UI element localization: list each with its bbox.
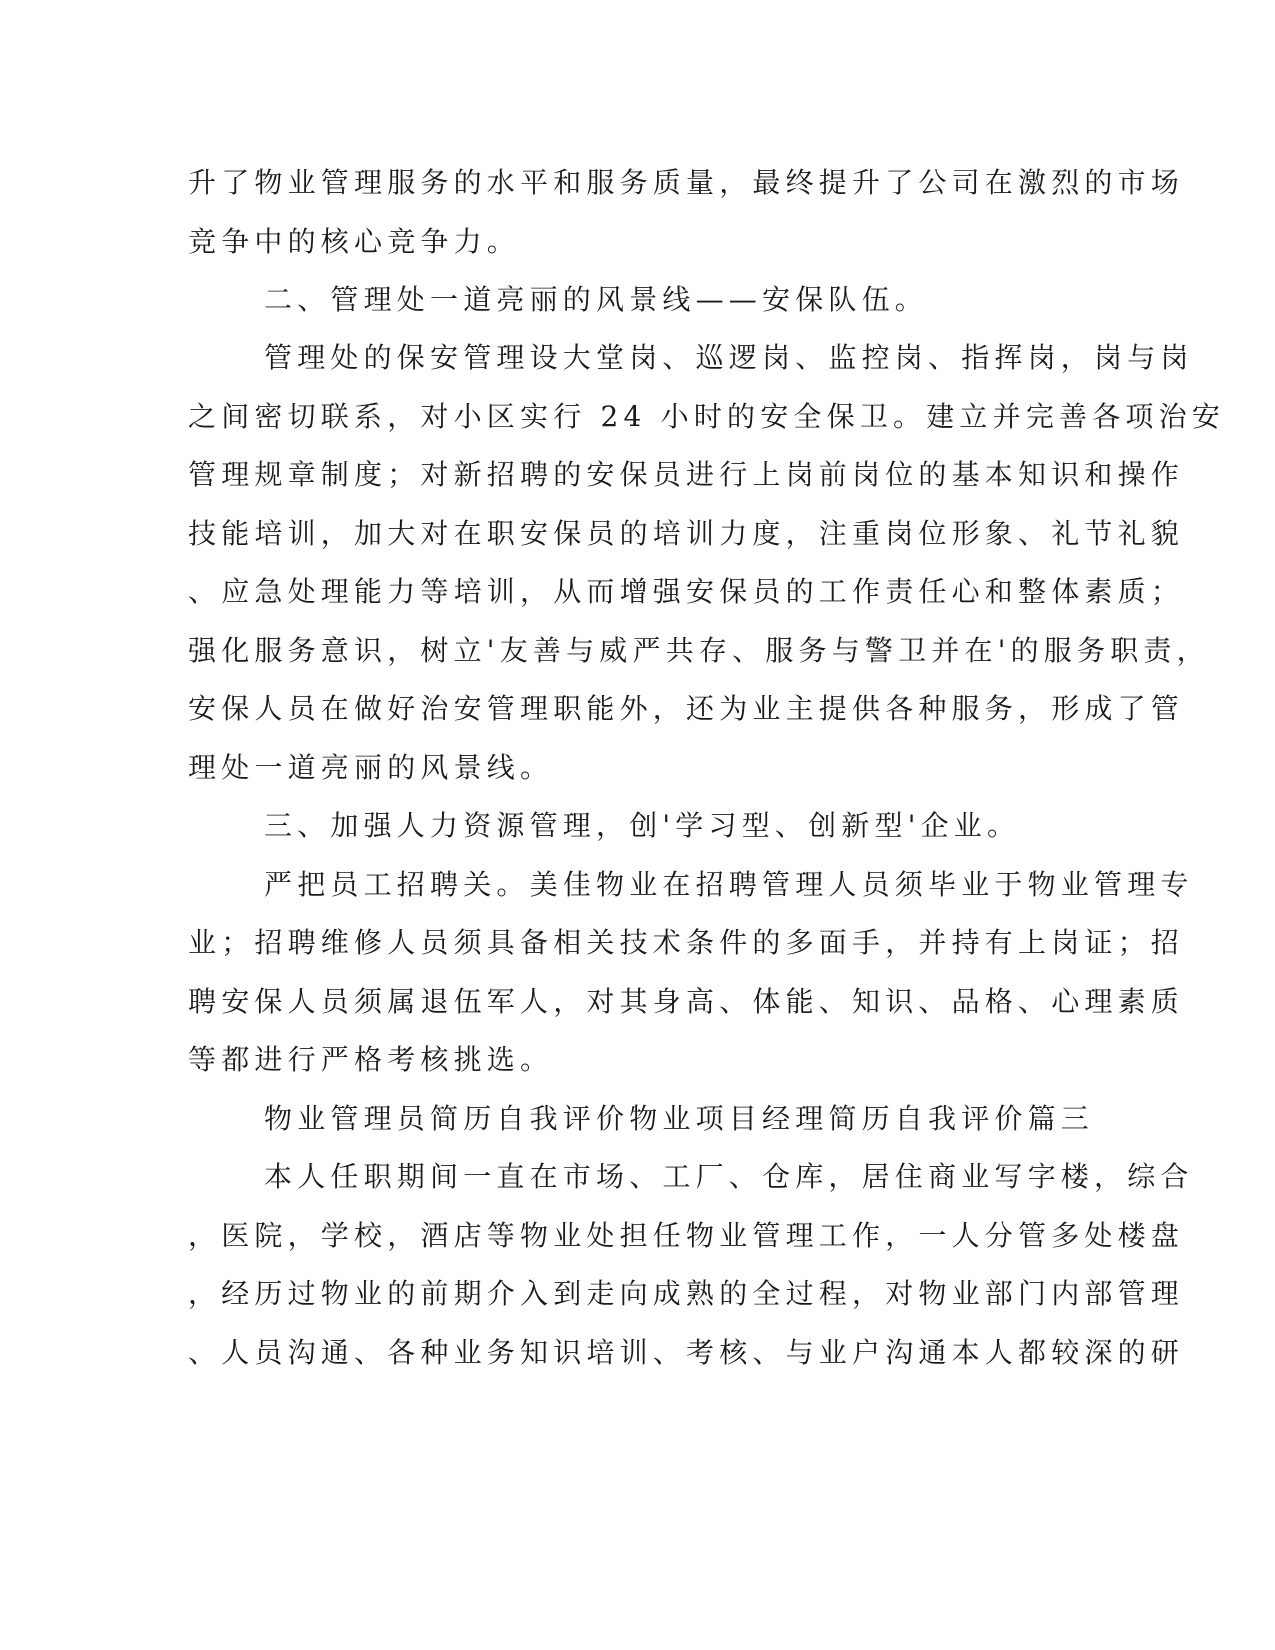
text-line: 聘安保人员须属退伍军人，对其身高、体能、知识、品格、心理素质 (188, 985, 1185, 1018)
text-line: 技能培训，加大对在职安保员的培训力度，注重岗位形象、礼节礼貌 (188, 517, 1185, 550)
text-line: ，经历过物业的前期介入到走向成熟的全过程，对物业部门内部管理 (188, 1277, 1185, 1310)
text-line: 安保人员在做好治安管理职能外，还为业主提供各种服务，形成了管 (188, 692, 1185, 725)
text-line: 管理处的保安管理设大堂岗、巡逻岗、监控岗、指挥岗，岗与岗 (264, 341, 1194, 374)
section-heading: 二、管理处一道亮丽的风景线——安保队伍。 (264, 283, 929, 316)
text-line: 竞争中的核心竞争力。 (188, 225, 521, 258)
text-line: 、应急处理能力等培训，从而增强安保员的工作责任心和整体素质； (188, 575, 1185, 608)
text-line: 本人任职期间一直在市场、工厂、仓库，居住商业写字楼，综合 (264, 1160, 1194, 1193)
text-line: 理处一道亮丽的风景线。 (188, 751, 554, 784)
text-line: 、人员沟通、各种业务知识培训、考核、与业户沟通本人都较深的研 (188, 1336, 1185, 1369)
text-line: 强化服务意识，树立'友善与威严共存、服务与警卫并在'的服务职责， (188, 634, 1210, 667)
text-line: ，医院，学校，酒店等物业处担任物业管理工作，一人分管多处楼盘 (188, 1219, 1185, 1252)
text-line: 业；招聘维修人员须具备相关技术条件的多面手，并持有上岗证；招 (188, 926, 1185, 959)
text-line: 管理规章制度；对新招聘的安保员进行上岗前岗位的基本知识和操作 (188, 458, 1185, 491)
text-line: 之间密切联系，对小区实行 24 小时的安全保卫。建立并完善各项治安 (188, 400, 1226, 433)
text-line: 升了物业管理服务的水平和服务质量，最终提升了公司在激烈的市场 (188, 166, 1185, 199)
text-line: 严把员工招聘关。美佳物业在招聘管理人员须毕业于物业管理专 (264, 868, 1194, 901)
section-heading: 三、加强人力资源管理，创'学习型、创新型'企业。 (264, 809, 1021, 842)
section-heading: 物业管理员简历自我评价物业项目经理简历自我评价篇三 (264, 1102, 1095, 1135)
text-line: 等都进行严格考核挑选。 (188, 1043, 554, 1076)
